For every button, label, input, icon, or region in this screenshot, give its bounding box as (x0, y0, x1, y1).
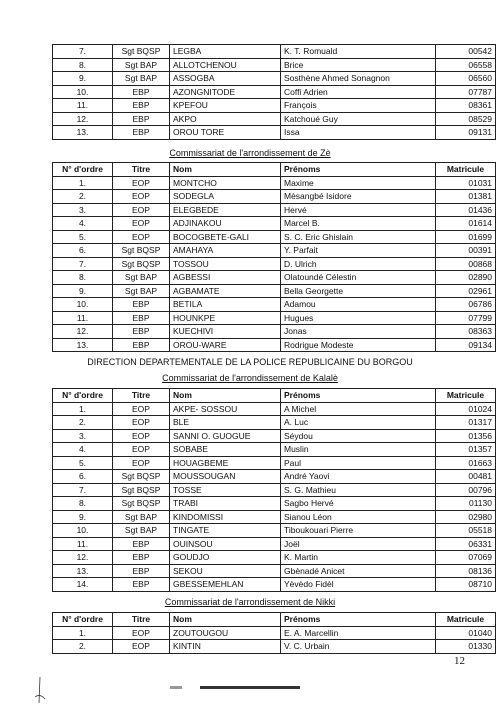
name-cell: MOUSSOUGAN (170, 470, 281, 484)
table-row (53, 284, 496, 298)
id-cell: 01436 (436, 203, 496, 217)
id-cell: 09134 (436, 338, 496, 352)
name-cell: GBESSEMEHLAN (170, 578, 281, 592)
title-cell: EBP (113, 126, 170, 140)
id-cell: 08363 (436, 325, 496, 339)
table-row (53, 537, 496, 551)
firstnames-cell: S. G. Mathieu (281, 483, 436, 497)
name-cell: SODEGLA (170, 190, 281, 204)
header-order: N° d'ordre (53, 163, 113, 177)
firstnames-cell: Hervé (281, 203, 436, 217)
order-cell: 10. (53, 85, 113, 99)
id-cell: 06786 (436, 298, 496, 312)
table-row (53, 429, 496, 443)
order-cell: 12. (53, 112, 113, 126)
name-cell: KINDOMISSI (170, 510, 281, 524)
table-row (53, 402, 496, 416)
order-cell: 7. (53, 483, 113, 497)
order-cell: 2. (53, 640, 113, 654)
id-cell: 07787 (436, 85, 496, 99)
order-cell: 1. (53, 402, 113, 416)
name-cell: GOUDJO (170, 551, 281, 565)
firstnames-cell: Jonas (281, 325, 436, 339)
order-cell: 6. (53, 470, 113, 484)
id-cell: 01614 (436, 217, 496, 231)
id-cell: 01330 (436, 640, 496, 654)
order-cell: 1. (53, 626, 113, 640)
title-cell: Sgt BQSP (113, 483, 170, 497)
id-cell: 08710 (436, 578, 496, 592)
title-cell: Sgt BQSP (113, 257, 170, 271)
order-cell: 10. (53, 524, 113, 538)
name-cell: AKPO (170, 112, 281, 126)
name-cell: BLE (170, 416, 281, 430)
table-row (53, 203, 496, 217)
title-cell: EBP (113, 537, 170, 551)
name-cell: ADJINAKOU (170, 217, 281, 231)
header-name: Nom (170, 389, 281, 403)
header-firstnames: Prénoms (281, 163, 436, 177)
table-row (53, 230, 496, 244)
name-cell: ASSOGBA (170, 72, 281, 86)
table-row (53, 311, 496, 325)
header-order: N° d'ordre (53, 389, 113, 403)
firstnames-cell: E. A. Marcellin (281, 626, 436, 640)
header-id: Matricule (436, 613, 496, 627)
name-cell: TINGATE (170, 524, 281, 538)
id-cell: 08361 (436, 99, 496, 113)
name-cell: OROU-WARE (170, 338, 281, 352)
table-row (53, 45, 496, 59)
header-order: N° d'ordre (53, 613, 113, 627)
direction-title: DIRECTION DEPARTEMENTALE DE LA POLICE REPUBLICAINE DU BORGOU (87, 357, 413, 367)
title-cell: Sgt BAP (113, 58, 170, 72)
title-cell: EOP (113, 640, 170, 654)
table-row (53, 72, 496, 86)
order-cell: 9. (53, 510, 113, 524)
title-cell: EBP (113, 85, 170, 99)
personnel-table-kalale (52, 388, 496, 592)
title-cell: EBP (113, 551, 170, 565)
id-cell: 01024 (436, 402, 496, 416)
section-title-ze: Commissariat de l'arrondissement de Zè (169, 148, 331, 158)
header-firstnames: Prénoms (281, 613, 436, 627)
order-cell: 3. (53, 203, 113, 217)
firstnames-cell: Marcel B. (281, 217, 436, 231)
id-cell: 09131 (436, 126, 496, 140)
name-cell: MONTCHO (170, 176, 281, 190)
firstnames-cell: Maxime (281, 176, 436, 190)
title-cell: EOP (113, 190, 170, 204)
name-cell: BETILA (170, 298, 281, 312)
title-cell: EOP (113, 402, 170, 416)
order-cell: 13. (53, 338, 113, 352)
name-cell: BOCOGBETE-GALI (170, 230, 281, 244)
firstnames-cell: Séydou (281, 429, 436, 443)
table-row (53, 325, 496, 339)
order-cell: 9. (53, 284, 113, 298)
name-cell: OUINSOU (170, 537, 281, 551)
order-cell: 11. (53, 99, 113, 113)
page-number: 12 (454, 655, 465, 667)
title-cell: EBP (113, 99, 170, 113)
name-cell: SANNI O. GUOGUE (170, 429, 281, 443)
id-cell: 01130 (436, 497, 496, 511)
title-cell: Sgt BQSP (113, 497, 170, 511)
order-cell: 13. (53, 126, 113, 140)
name-cell: ALLOTCHENOU (170, 58, 281, 72)
id-cell: 01663 (436, 456, 496, 470)
title-cell: EBP (113, 578, 170, 592)
firstnames-cell: Mèsangbé Isidore (281, 190, 436, 204)
firstnames-cell: Paul (281, 456, 436, 470)
table-header (53, 613, 496, 627)
title-cell: EBP (113, 112, 170, 126)
section-title-kalale: Commissariat de l'arrondissement de Kalalè (162, 373, 338, 383)
id-cell: 00868 (436, 257, 496, 271)
table-row (53, 564, 496, 578)
table-row (53, 456, 496, 470)
firstnames-cell: Issa (281, 126, 436, 140)
name-cell: OROU TORE (170, 126, 281, 140)
firstnames-cell: Gbènadé Anicet (281, 564, 436, 578)
firstnames-cell: A Michel (281, 402, 436, 416)
table-header (53, 389, 496, 403)
title-cell: EOP (113, 217, 170, 231)
title-cell: EBP (113, 338, 170, 352)
title-cell: Sgt BQSP (113, 45, 170, 59)
firstnames-cell: Tiboukouari Pierre (281, 524, 436, 538)
firstnames-cell: V. C. Urbain (281, 640, 436, 654)
table-row (53, 257, 496, 271)
table-header (53, 163, 496, 177)
id-cell: 06560 (436, 72, 496, 86)
name-cell: KPEFOU (170, 99, 281, 113)
order-cell: 8. (53, 58, 113, 72)
title-cell: Sgt BAP (113, 510, 170, 524)
header-id: Matricule (436, 163, 496, 177)
firstnames-cell: André Yaovi (281, 470, 436, 484)
id-cell: 01031 (436, 176, 496, 190)
firstnames-cell: Joël (281, 537, 436, 551)
table-row (53, 443, 496, 457)
order-cell: 3. (53, 429, 113, 443)
title-cell: EOP (113, 416, 170, 430)
firstnames-cell: Sosthène Ahmed Sonagnon (281, 72, 436, 86)
name-cell: TOSSOU (170, 257, 281, 271)
firstnames-cell: Katchoué Guy (281, 112, 436, 126)
title-cell: EOP (113, 443, 170, 457)
name-cell: TRABI (170, 497, 281, 511)
firstnames-cell: Y. Parfait (281, 244, 436, 258)
firstnames-cell: Bella Georgette (281, 284, 436, 298)
firstnames-cell: Yèvèdo Fidèl (281, 578, 436, 592)
firstnames-cell: K. Martin (281, 551, 436, 565)
order-cell: 8. (53, 497, 113, 511)
id-cell: 01357 (436, 443, 496, 457)
id-cell: 00481 (436, 470, 496, 484)
order-cell: 7. (53, 45, 113, 59)
table-row (53, 58, 496, 72)
title-cell: EOP (113, 230, 170, 244)
order-cell: 13. (53, 564, 113, 578)
name-cell: SEKOU (170, 564, 281, 578)
title-cell: Sgt BAP (113, 524, 170, 538)
title-cell: EOP (113, 626, 170, 640)
header-name: Nom (170, 613, 281, 627)
id-cell: 05518 (436, 524, 496, 538)
id-cell: 00796 (436, 483, 496, 497)
id-cell: 00542 (436, 45, 496, 59)
firstnames-cell: Olatoundé Célestin (281, 271, 436, 285)
id-cell: 00391 (436, 244, 496, 258)
id-cell: 01699 (436, 230, 496, 244)
order-cell: 8. (53, 271, 113, 285)
firstnames-cell: S. C. Eric Ghislain (281, 230, 436, 244)
personnel-table-nikki (52, 612, 496, 654)
title-cell: Sgt BAP (113, 72, 170, 86)
table-row (53, 112, 496, 126)
firstnames-cell: Rodrigue Modeste (281, 338, 436, 352)
id-cell: 06331 (436, 537, 496, 551)
firstnames-cell: Coffi Adrien (281, 85, 436, 99)
name-cell: KUECHIVI (170, 325, 281, 339)
id-cell: 08136 (436, 564, 496, 578)
order-cell: 9. (53, 72, 113, 86)
id-cell: 02961 (436, 284, 496, 298)
firstnames-cell: Sianou Léon (281, 510, 436, 524)
table-row (53, 85, 496, 99)
id-cell: 07069 (436, 551, 496, 565)
title-cell: EOP (113, 176, 170, 190)
title-cell: Sgt BAP (113, 284, 170, 298)
order-cell: 12. (53, 325, 113, 339)
id-cell: 01356 (436, 429, 496, 443)
order-cell: 11. (53, 311, 113, 325)
name-cell: HOUAGBEME (170, 456, 281, 470)
order-cell: 14. (53, 578, 113, 592)
table-row (53, 217, 496, 231)
table-row (53, 510, 496, 524)
scan-mark (170, 686, 182, 689)
order-cell: 1. (53, 176, 113, 190)
firstnames-cell: Adamou (281, 298, 436, 312)
title-cell: EBP (113, 564, 170, 578)
table-row (53, 551, 496, 565)
personnel-table-continued (52, 44, 496, 140)
table-row (53, 524, 496, 538)
table-row (53, 338, 496, 352)
id-cell: 02890 (436, 271, 496, 285)
order-cell: 11. (53, 537, 113, 551)
table-row (53, 416, 496, 430)
table-row (53, 640, 496, 654)
name-cell: AMAHAYA (170, 244, 281, 258)
signature-mark (30, 675, 50, 705)
order-cell: 2. (53, 416, 113, 430)
order-cell: 5. (53, 456, 113, 470)
order-cell: 7. (53, 257, 113, 271)
table-row (53, 298, 496, 312)
name-cell: AKPE- SOSSOU (170, 402, 281, 416)
header-title: Titre (113, 389, 170, 403)
table-row (53, 271, 496, 285)
order-cell: 12. (53, 551, 113, 565)
title-cell: Sgt BQSP (113, 470, 170, 484)
name-cell: AZONGNITODE (170, 85, 281, 99)
firstnames-cell: François (281, 99, 436, 113)
title-cell: EOP (113, 203, 170, 217)
name-cell: HOUNKPE (170, 311, 281, 325)
title-cell: Sgt BAP (113, 271, 170, 285)
id-cell: 02980 (436, 510, 496, 524)
title-cell: EBP (113, 311, 170, 325)
id-cell: 01381 (436, 190, 496, 204)
table-row (53, 578, 496, 592)
firstnames-cell: K. T. Romuald (281, 45, 436, 59)
personnel-table-ze (52, 162, 496, 352)
title-cell: Sgt BQSP (113, 244, 170, 258)
table-row (53, 244, 496, 258)
id-cell: 08529 (436, 112, 496, 126)
name-cell: AGBESSI (170, 271, 281, 285)
scan-mark (200, 686, 300, 689)
order-cell: 6. (53, 244, 113, 258)
order-cell: 4. (53, 443, 113, 457)
title-cell: EBP (113, 325, 170, 339)
table-row (53, 126, 496, 140)
firstnames-cell: A. Luc (281, 416, 436, 430)
title-cell: EBP (113, 298, 170, 312)
table-row (53, 470, 496, 484)
firstnames-cell: Hugues (281, 311, 436, 325)
name-cell: KINTIN (170, 640, 281, 654)
name-cell: AGBAMATE (170, 284, 281, 298)
order-cell: 5. (53, 230, 113, 244)
name-cell: ZOUTOUGOU (170, 626, 281, 640)
table-row (53, 483, 496, 497)
order-cell: 10. (53, 298, 113, 312)
order-cell: 4. (53, 217, 113, 231)
table-row (53, 190, 496, 204)
title-cell: EOP (113, 429, 170, 443)
firstnames-cell: D. Ulrich (281, 257, 436, 271)
id-cell: 01317 (436, 416, 496, 430)
name-cell: ELEGBEDE (170, 203, 281, 217)
table-row (53, 497, 496, 511)
name-cell: SOBABE (170, 443, 281, 457)
order-cell: 2. (53, 190, 113, 204)
table-row (53, 99, 496, 113)
header-id: Matricule (436, 389, 496, 403)
header-firstnames: Prénoms (281, 389, 436, 403)
name-cell: LEGBA (170, 45, 281, 59)
id-cell: 06558 (436, 58, 496, 72)
table-row (53, 626, 496, 640)
section-title-nikki: Commissariat de l'arrondissement de Nikki (164, 597, 336, 607)
title-cell: EOP (113, 456, 170, 470)
header-title: Titre (113, 613, 170, 627)
firstnames-cell: Sagbo Hervé (281, 497, 436, 511)
firstnames-cell: Muslin (281, 443, 436, 457)
firstnames-cell: Brice (281, 58, 436, 72)
table-row (53, 176, 496, 190)
id-cell: 01040 (436, 626, 496, 640)
id-cell: 07799 (436, 311, 496, 325)
header-name: Nom (170, 163, 281, 177)
header-title: Titre (113, 163, 170, 177)
name-cell: TOSSE (170, 483, 281, 497)
